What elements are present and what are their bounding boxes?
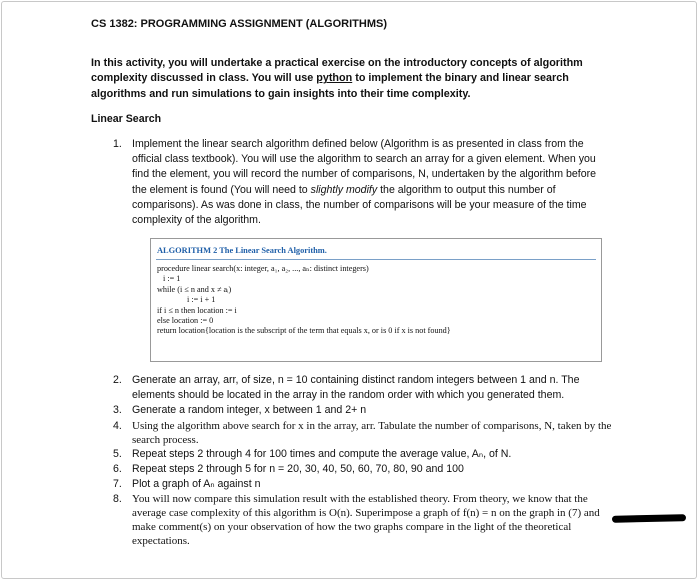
algorithm-pseudocode [157,264,451,337]
list-item [113,137,603,228]
list-item [113,462,618,477]
code-line: i := 1 [163,274,181,284]
item1-emphasis: slightly modify [310,183,378,196]
item-number: 8. [113,493,122,506]
item1-text-2: the algorithm to output this number of comparisons). As was done in class, the number of comparisons will be your measure of the time complexity of the algorithm. [132,183,587,227]
item-text: Repeat steps 2 through 4 for 100 times and compute the average value, Aₙ, of N. [132,447,512,460]
section-heading: Linear Search [91,113,162,125]
code-line: i := i + 1 [187,295,216,305]
item-text: Plot a graph of Aₙ against n [132,478,261,491]
list-item [113,477,618,492]
intro-text-1: In this activity, you will undertake a practical exercise on the introductory concepts of algorithm complexity discussed in class. You will use [91,57,583,85]
item-text: Repeat steps 2 through 5 for n = 20, 30, 40, 50, 60, 70, 80, 90 and 100 [132,462,464,475]
algorithm-divider [156,259,596,260]
list-item [113,373,618,403]
list-item [113,447,618,462]
code-line: while (i ≤ n and x ≠ aᵢ) [157,284,232,294]
code-line: else location := 0 [157,316,214,326]
algorithm-box [150,238,602,362]
item-number: 4. [113,419,122,432]
code-line: if i ≤ n then location := i [157,305,237,315]
item-text: Generate a random integer, x between 1 and 2+ n [132,404,367,417]
item-number: 6. [113,462,122,475]
item-number: 2. [113,374,122,386]
list-item [113,492,618,548]
item-text: You will now compare this simulation result with the established theory. From theory, we know that the average case complexity of this algorithm is O(n). Superimpose a graph of f(n) = n on the graph in (7) and make comment(s) on your observation of how the two graphs compare in the light of the theoretical expectations. [132,493,600,548]
page-title: CS 1382: PROGRAMMING ASSIGNMENT (ALGORITHMS) [91,18,387,30]
code-line: procedure linear search(x: integer, a₁, a₂, ..., aₙ: distinct integers) [157,264,369,273]
list-item [113,403,618,418]
list-item [113,419,618,447]
item-text: Using the algorithm above search for x in the array, arr. Tabulate the number of comparisons, N, taken by the search process. [132,419,612,446]
python-keyword: python [316,72,353,85]
instruction-list-part2 [113,373,618,548]
item-number: 5. [113,447,122,460]
instruction-list-part1 [113,137,603,228]
item1-text-1: Implement the linear search algorithm defined below (Algorithm is as presented in class from the official class textbook). You will use the algorithm to search an array for a given element. When you find the element, you will record the number of comparisons, N, undertaken by the algorithm before the element is found (You will need to [132,138,597,196]
item-number: 3. [113,404,122,417]
item-text: Generate an array, arr, of size, n = 10 containing distinct random integers between 1 and n. The elements should be located in the array in the random order with which you generated them. [132,374,580,402]
intro-paragraph [91,56,611,102]
code-line: return location{location is the subscript of the term that equals x, or is 0 if x is not found} [157,326,451,336]
item-number: 7. [113,478,122,491]
algorithm-title: ALGORITHM 2 The Linear Search Algorithm. [157,246,327,255]
intro-text-2: to implement the binary and linear search algorithms and run simulations to gain insights into their time complexity. [91,72,569,100]
item-number: 1. [113,138,122,150]
